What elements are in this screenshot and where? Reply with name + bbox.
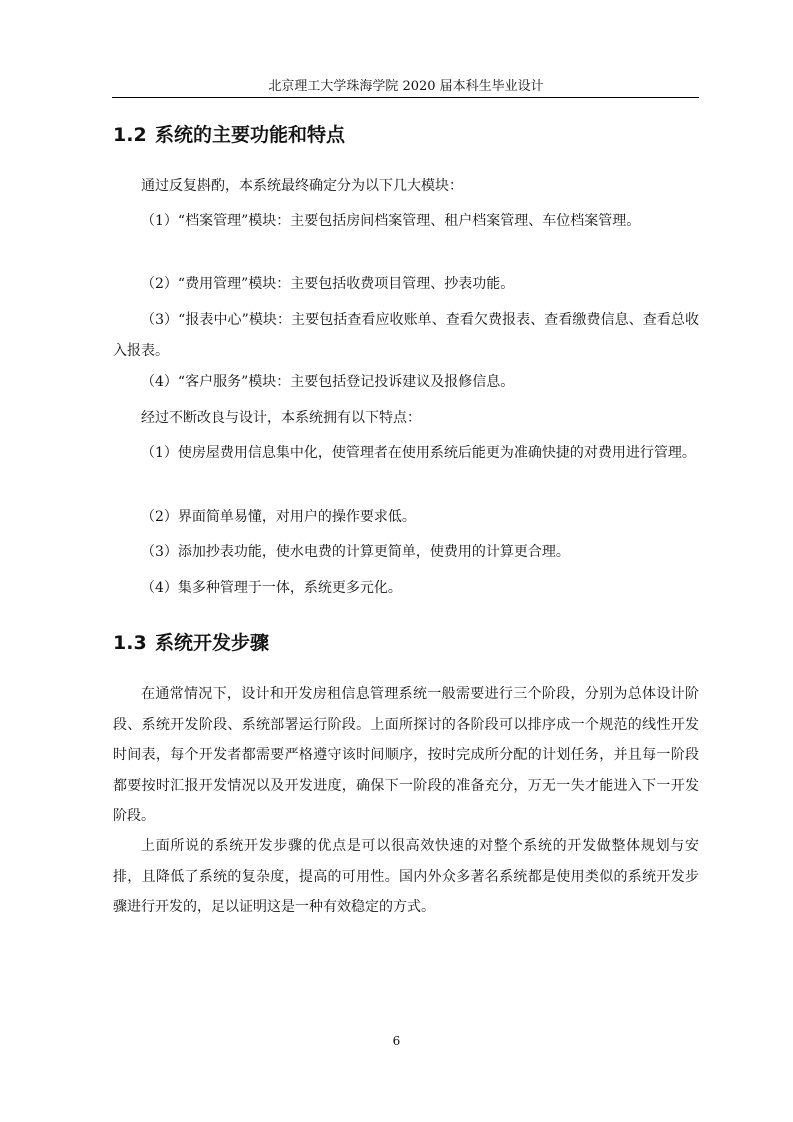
paragraph: （1）使房屋费用信息集中化，使管理者在使用系统后能更为准确快捷的对费用进行管理。 <box>141 445 696 461</box>
paragraph: （2）界面简单易懂，对用户的操作要求低。 <box>141 509 416 525</box>
running-header: 北京理工大学珠海学院 2020 届本科生毕业设计 <box>268 79 544 94</box>
section-number: 1.3 <box>113 632 147 654</box>
paragraph: 通过反复斟酌，本系统最终确定分为以下几大模块： <box>141 178 463 194</box>
paragraph: （3）添加抄表功能，使水电费的计算更简单，使费用的计算更合理。 <box>141 544 570 560</box>
paragraph: （2）“费用管理”模块：主要包括收费项目管理、抄表功能。 <box>141 276 515 292</box>
paragraph: 在通常情况下，设计和开发房租信息管理系统一般需要进行三个阶段，分别为总体设计阶段、系统开发阶段、系统部署运行阶段。上面所探讨的各阶段可以排序成一个规范的线性开发时间表，每个开发者都需要严格遵守该时间顺序，按时完成所分配的计划任务，并且每一阶段都要按时汇报开发情况以及开发进度，确保下一阶段的准备充分，万无一失才能进入下一开发阶段。 <box>113 686 699 824</box>
paragraph: （3）“报表中心”模块：主要包括查看应收账单、查看欠费报表、查看缴费信息、查看总收入报表。 <box>113 312 699 359</box>
paragraph: （1）“档案管理”模块：主要包括房间档案管理、租户档案管理、车位档案管理。 <box>141 213 641 229</box>
paragraph: 经过不断改良与设计，本系统拥有以下特点： <box>141 410 421 426</box>
paragraph: （4）集多种管理于一体，系统更多元化。 <box>141 580 402 596</box>
paragraph: 上面所说的系统开发步骤的优点是可以很高效快速的对整个系统的开发做整体规划与安排，且降低了系统的复杂度，提高的可用性。国内外众多著名系统都是使用类似的系统开发步骤进行开发的，足以证明这是一种有效稳定的方式。 <box>113 838 699 915</box>
paragraph: （4）“客户服务”模块：主要包括登记投诉建议及报修信息。 <box>141 374 515 390</box>
section-number: 1.2 <box>113 124 147 146</box>
header-rule <box>112 97 699 98</box>
section-title: 系统开发步骤 <box>155 632 270 654</box>
section-heading-1-2 <box>113 122 699 148</box>
page-number: 6 <box>392 1034 401 1048</box>
section-title: 系统的主要功能和特点 <box>155 124 346 146</box>
section-heading-1-3 <box>113 630 699 656</box>
